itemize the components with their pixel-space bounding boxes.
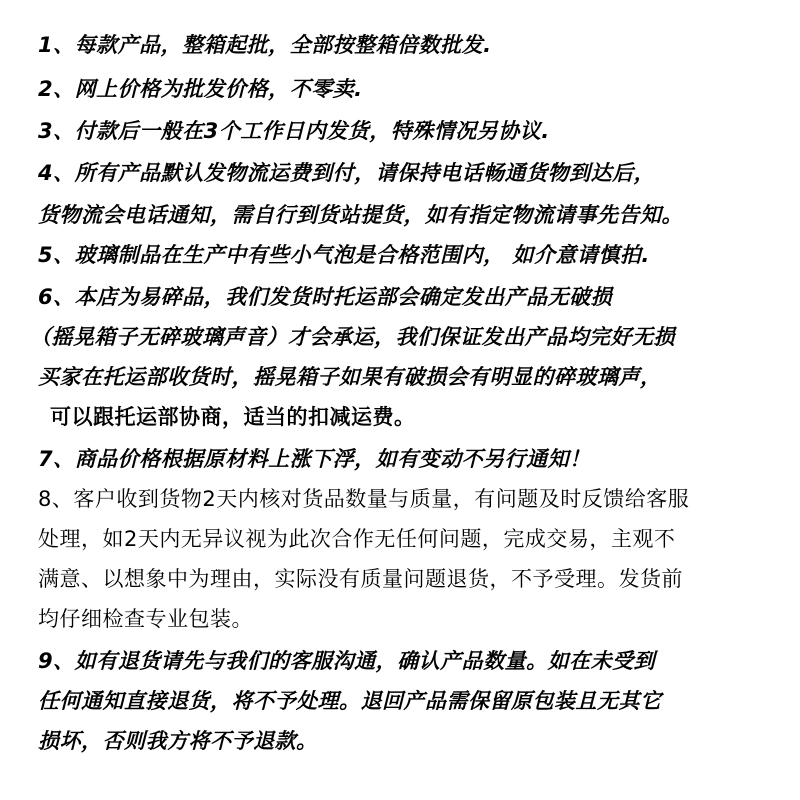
notice-line-6-cont-2: 买家在托运部收货时，摇晃箱子如果有破损会有明显的碎玻璃声， xyxy=(38,365,662,389)
notice-line-3: 3、付款后一般在3个工作日内发货，特殊情况另协议. xyxy=(38,119,550,143)
notice-line-6: 6、本店为易碎品，我们发货时托运部会确定发出产品无破损 xyxy=(38,285,613,309)
notice-line-8-cont-1: 处理，如2天内无异议视为此次合作无任何问题，完成交易，主观不 xyxy=(38,527,676,551)
notice-line-4-cont: 货物流会电话通知，需自行到货站提货，如有指定物流请事先告知。 xyxy=(38,203,683,227)
notice-line-9: 9、如有退货请先与我们的客服沟通，确认产品数量。如在未受到 xyxy=(38,649,656,673)
notice-line-8: 8、客户收到货物2天内核对货品数量与质量，有问题及时反馈给客服 xyxy=(38,487,690,511)
notice-line-2: 2、网上价格为批发价格，不零卖. xyxy=(38,77,363,101)
notice-line-8-cont-2: 满意、以想象中为理由，实际没有质量问题退货，不予受理。发货前 xyxy=(38,567,683,591)
notice-line-9-cont-2: 损坏，否则我方将不予退款。 xyxy=(38,729,318,753)
notice-line-1: 1、每款产品，整箱起批，全部按整箱倍数批发. xyxy=(38,33,492,57)
notice-line-6-cont-1: （摇晃箱子无碎玻璃声音）才会承运，我们保证发出产品均完好无损 xyxy=(30,325,675,349)
notice-line-8-cont-3: 均仔细检查专业包装。 xyxy=(38,607,253,631)
notice-line-4: 4、所有产品默认发物流运费到付，请保持电话畅通货物到达后， xyxy=(38,161,656,185)
notice-line-7: 7、商品价格根据原材料上涨下浮，如有变动不另行通知！ xyxy=(38,447,591,471)
notice-line-9-cont-1: 任何通知直接退货，将不予处理。退回产品需保留原包装且无其它 xyxy=(38,689,662,713)
notice-line-5: 5、玻璃制品在生产中有些小气泡是合格范围内， 如介意请慎拍. xyxy=(38,243,650,267)
notice-line-6-cont-3: 可以跟托运部协商，适当的扣减运费。 xyxy=(50,405,416,429)
